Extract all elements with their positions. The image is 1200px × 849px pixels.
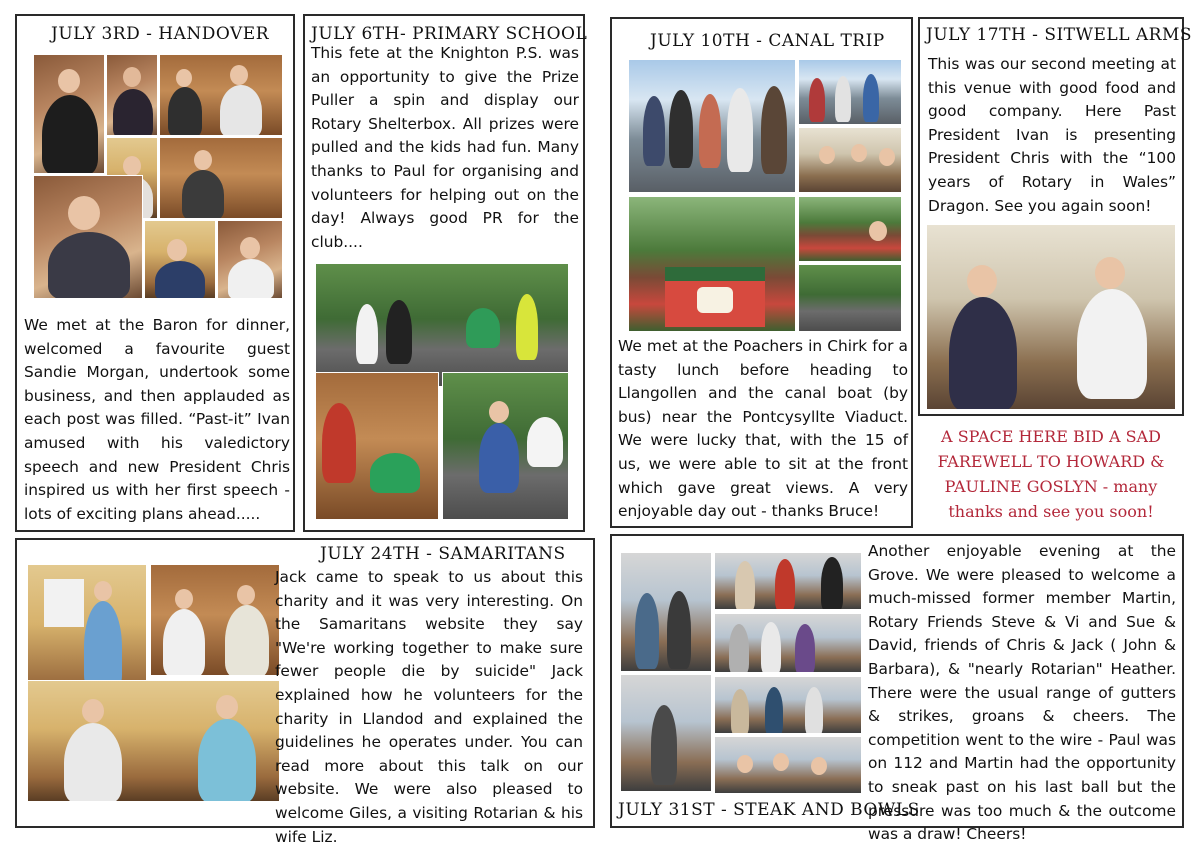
samaritans-panel [15,538,595,846]
primary-school-panel [303,14,588,532]
handover-photo-5 [159,137,283,219]
steak-bowls-photo-3 [714,613,862,673]
steak-bowls-photo-1 [620,552,712,672]
handover-panel [15,14,295,532]
samaritans-title: JULY 24TH - SAMARITANS [320,544,566,564]
primary-school-photo-2 [315,372,439,520]
canal-trip-panel [610,17,913,528]
sitwell-arms-panel [918,17,1193,416]
handover-photo-7 [144,220,216,299]
canal-trip-photo-5 [798,196,902,262]
sitwell-arms-photo [926,224,1176,410]
steak-bowls-title: JULY 31ST - STEAK AND BOWLS [618,800,920,820]
samaritans-text: Jack came to speak to us about this charity and it was very interesting. On the Samaritans website they say "We're working together to make sure fewer people die by suicide" Jack explained how he volunteers for the charity in Llandod and explained the guidelines he operates under. You can read more about this talk on our website. We were also pleased to welcome Giles, a visiting Rotarian & his wife Liz. [275,568,583,846]
canal-trip-text: We met at the Poachers in Chirk for a tasty lunch before heading to Llangollen and the canal boat (by bus) near the Pontcysyllte Viaduct. We were lucky that, with the 15 of us, we were able to sit at the front which gave great views. A very enjoyable day out - thanks Bruce! [618,337,908,521]
samaritans-photo-2 [150,564,280,676]
canal-trip-photo-3 [798,127,902,193]
sitwell-arms-text: This was our second meeting at this venue with good food and good company. Here Past President Ivan is presenting President Chris with the “100 years of Rotary in Wales” Dragon. See you again soon! [928,55,1176,215]
handover-photo-2 [106,54,158,136]
steak-bowls-panel [610,534,1184,844]
handover-text: We met at the Baron for dinner, welcomed a favourite guest Sandie Morgan, undertook some business, and then applauded as each post was filled. “Past-it” Ivan amused with his valedictory speech and new President Chris inspired us with her first speech - lots of exciting plans ahead..... [24,316,290,523]
handover-photo-3 [159,54,283,136]
farewell-message: A SPACE HERE BID A SAD FAREWELL TO HOWARD & PAULINE GOSLYN - many thanks and see you soon! [937,427,1165,521]
steak-bowls-photo-2 [714,552,862,610]
canal-trip-photo-4 [628,196,796,332]
primary-school-title: JULY 6TH- PRIMARY SCHOOL [311,24,588,44]
handover-photo-6 [33,175,143,299]
primary-school-text: This fete at the Knighton P.S. was an opportunity to give the Prize Puller a spin and display our Rotary Shelterbox. All prizes were pulled and the kids had fun. Many thanks to Paul for organising and volunteers for helping out on the day! Always good PR for the club.... [311,44,579,251]
steak-bowls-photo-6 [714,736,862,794]
canal-trip-photo-1 [628,59,796,193]
canal-trip-title: JULY 10TH - CANAL TRIP [650,31,885,51]
handover-title: JULY 3RD - HANDOVER [51,24,269,44]
primary-school-photo-3 [442,372,569,520]
handover-photo-8 [217,220,283,299]
canal-trip-photo-2 [798,59,902,125]
samaritans-photo-3 [27,680,280,802]
canal-trip-photo-6 [798,264,902,332]
steak-bowls-photo-5 [714,676,862,734]
steak-bowls-text: Another enjoyable evening at the Grove. We were pleased to welcome a much-missed former member Martin, Rotary Friends Steve & Vi and Sue & David, friends of Chris & Jack ( John & Barbara), & "nearly Rotarian" Heather. There were the usual range of gutters & strikes, groans & cheers. The competition went to the wire - Paul was on 112 and Martin had the opportunity to sneak past on his last ball but the pressure was too much & the outcome was a draw! Cheers! [868,542,1176,844]
steak-bowls-photo-4 [620,674,712,792]
sitwell-arms-title: JULY 17TH - SITWELL ARMS [926,25,1193,45]
primary-school-photo-1 [315,263,569,387]
handover-photo-1 [33,54,105,174]
